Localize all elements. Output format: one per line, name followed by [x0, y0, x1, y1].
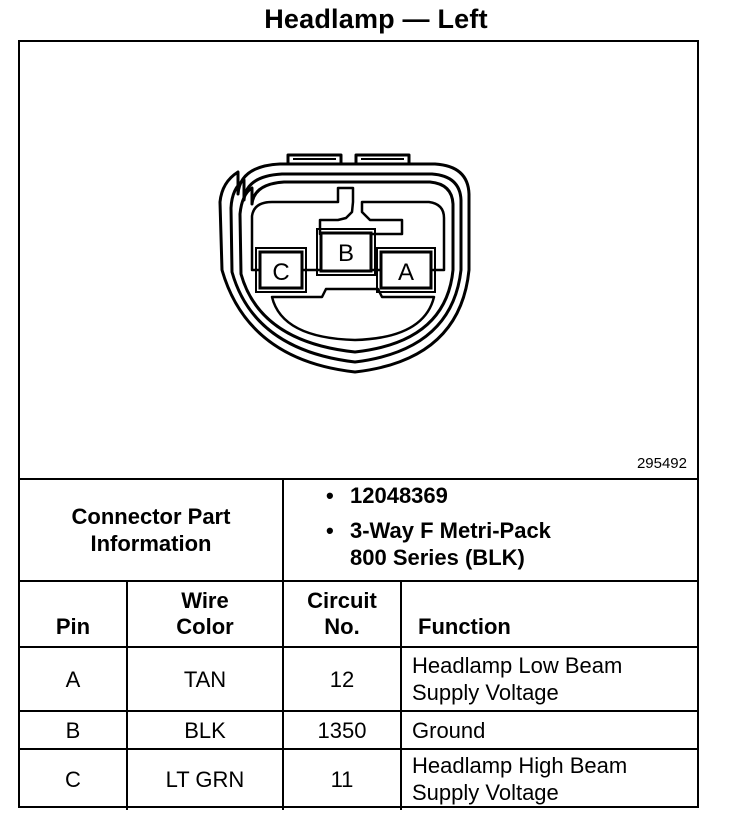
- connector-type-line1: 3-Way F Metri-Pack: [350, 518, 551, 543]
- connector-sheet: [18, 40, 699, 808]
- connector-info-item: [284, 517, 694, 571]
- table-row-a-color: TAN: [183, 666, 227, 692]
- table-row-a-function: Headlamp Low Beam Supply Voltage: [412, 653, 623, 705]
- table-row-a-pin: A: [65, 666, 81, 692]
- diagram-id-label: 295492: [636, 455, 687, 472]
- header-wire-color: Wire Color: [176, 588, 234, 639]
- table-row-b-color: BLK: [184, 717, 226, 743]
- bullet-icon: •: [326, 483, 334, 508]
- connector-info-item: [284, 482, 694, 509]
- table-row-a-circuit: 12: [329, 666, 355, 692]
- table-row-c-pin: C: [65, 766, 81, 792]
- connector-info-label: [20, 480, 282, 580]
- table-row-c-function: Headlamp High Beam Supply Voltage: [412, 753, 628, 805]
- page-title: Headlamp — Left: [264, 4, 488, 34]
- connector-face-drawing: [20, 42, 697, 478]
- header-pin: Pin: [55, 614, 91, 639]
- header-circuit-no: Circuit No.: [307, 588, 377, 639]
- pin-label-c: C: [272, 259, 290, 286]
- pin-label-b: B: [337, 240, 355, 267]
- table-row-b-function: Ground: [412, 717, 486, 743]
- connector-diagram: [20, 42, 697, 478]
- pin-label-a: A: [397, 259, 415, 286]
- bullet-icon: •: [326, 518, 334, 543]
- connector-info-label-line2: Information: [90, 531, 212, 556]
- header-function: Function: [418, 614, 511, 639]
- table-row-c-color: LT GRN: [165, 766, 245, 792]
- table-row-c-circuit: 11: [330, 766, 354, 792]
- table-row-b-circuit: 1350: [317, 717, 367, 743]
- connector-type-line2: 800 Series (BLK): [350, 545, 525, 570]
- connector-info-label-line1: Connector Part: [71, 504, 231, 529]
- table-row-b-pin: B: [65, 717, 81, 743]
- connector-info-list: [284, 482, 694, 571]
- connector-part-number: 12048369: [350, 483, 448, 508]
